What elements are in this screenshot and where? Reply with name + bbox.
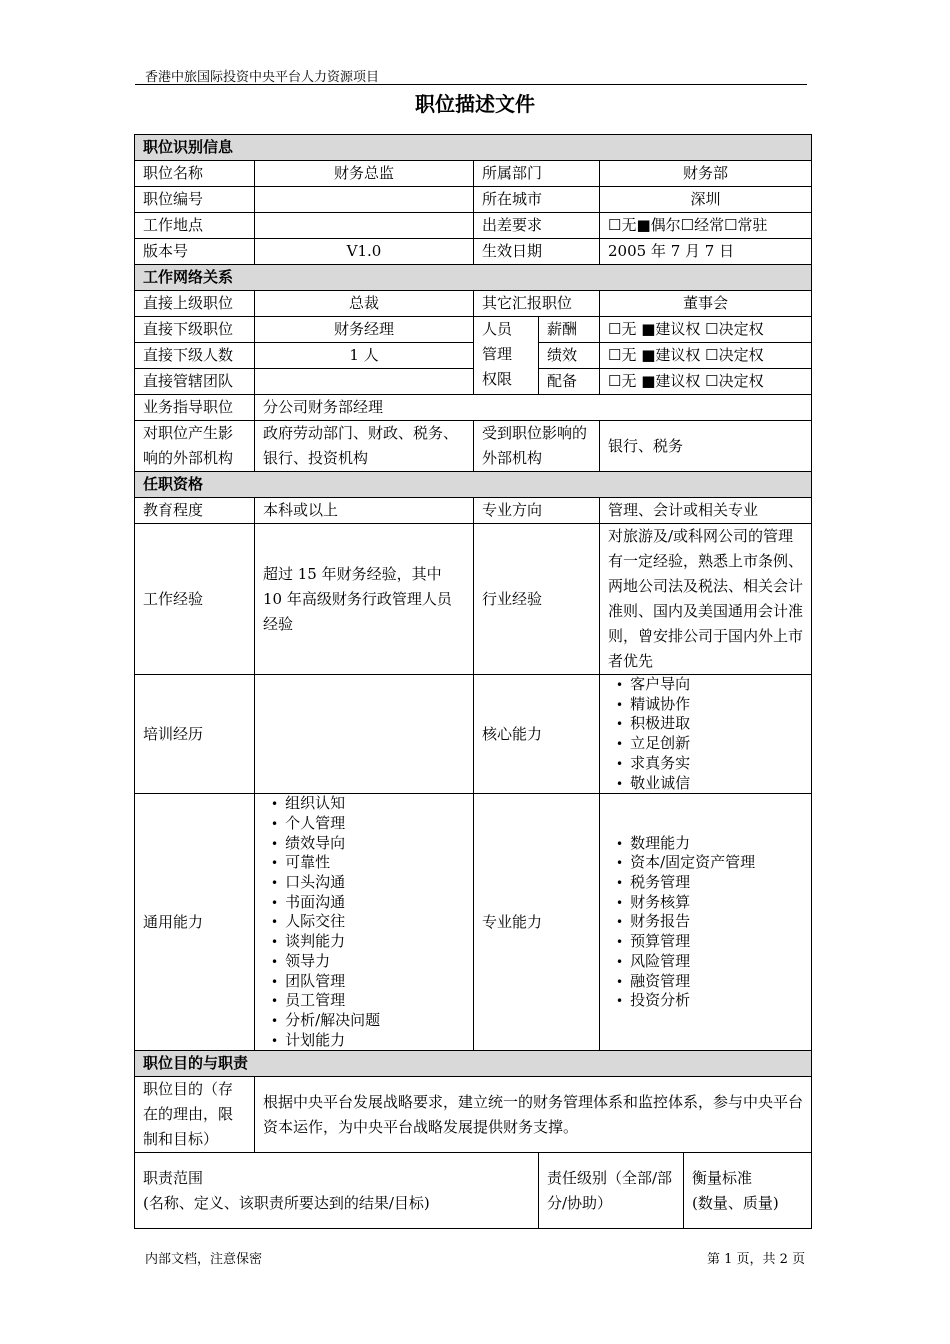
major-label: 专业方向 [474, 498, 600, 524]
section-purpose: 职位目的与职责 [135, 1051, 812, 1077]
edu-label: 教育程度 [135, 498, 255, 524]
staff-value: ☐无 ■建议权 ☐决定权 [600, 369, 812, 395]
training-label: 培训经历 [135, 675, 255, 794]
list-item: • 立足创新 [616, 734, 803, 754]
guide-value: 分公司财务部经理 [255, 395, 812, 421]
effective-value: 2005 年 7 月 7 日 [600, 239, 812, 265]
measure-label: 衡量标准 [692, 1168, 753, 1187]
industry-value: 对旅游及/或科网公司的管理有一定经验，熟悉上市条例、两地公司法及税法、相关会计准则、国内及美国通用会计准则，曾安排公司于国内外上市者优先 [600, 524, 812, 675]
salary-label: 薪酬 [539, 317, 600, 343]
location-label: 工作地点 [135, 213, 255, 239]
pro-label: 专业能力 [474, 794, 600, 1051]
city-value: 深圳 [600, 187, 812, 213]
pro-cell [600, 794, 812, 1051]
purpose-text: 根据中央平台发展战略要求，建立统一的财务管理体系和监控体系，参与中央平台资本运作，为中央平台战略发展提供财务支撑。 [255, 1077, 812, 1153]
authority-label-line: 管理 [482, 345, 513, 363]
exp-label: 工作经验 [135, 524, 255, 675]
list-item: • 求真务实 [616, 754, 803, 774]
guide-label: 业务指导职位 [135, 395, 255, 421]
code-label: 职位编号 [135, 187, 255, 213]
code-value [255, 187, 474, 213]
ext-affected-value: 银行、税务 [600, 421, 812, 472]
list-item: • 税务管理 [616, 873, 803, 893]
location-value [255, 213, 474, 239]
list-item: • 谈判能力 [271, 932, 465, 952]
list-item: • 分析/解决问题 [271, 1011, 465, 1031]
list-item: • 资本/固定资产管理 [616, 853, 803, 873]
list-item: • 口头沟通 [271, 873, 465, 893]
measure-header [684, 1153, 812, 1229]
team-value [255, 369, 474, 395]
other-report-label: 其它汇报职位 [474, 291, 600, 317]
general-list [263, 794, 465, 1050]
position-name-value: 财务总监 [255, 161, 474, 187]
list-item: • 可靠性 [271, 853, 465, 873]
footer-page-number: 第 1 页，共 2 页 [707, 1252, 806, 1267]
edu-value: 本科或以上 [255, 498, 474, 524]
list-item: • 人际交往 [271, 912, 465, 932]
perf-label: 绩效 [539, 343, 600, 369]
position-name-label: 职位名称 [135, 161, 255, 187]
section-network: 工作网络关系 [135, 265, 812, 291]
training-value [255, 675, 474, 794]
pro-list [608, 834, 803, 1011]
authority-label-line: 人员 [482, 320, 513, 338]
authority-label-line: 权限 [482, 370, 513, 388]
dept-label: 所属部门 [474, 161, 600, 187]
list-item: • 敬业诚信 [616, 774, 803, 794]
ext-affect-label: 对职位产生影响的外部机构 [135, 421, 255, 472]
section-identify: 职位识别信息 [135, 135, 812, 161]
list-item: • 团队管理 [271, 972, 465, 992]
document-title: 职位描述文件 [415, 92, 535, 116]
subordinate-value: 财务经理 [255, 317, 474, 343]
core-cell [600, 675, 812, 794]
team-label: 直接管辖团队 [135, 369, 255, 395]
header-divider [135, 84, 807, 85]
ext-affect-value: 政府劳动部门、财政、税务、银行、投资机构 [255, 421, 474, 472]
major-value: 管理、会计或相关专业 [600, 498, 812, 524]
travel-label: 出差要求 [474, 213, 600, 239]
superior-label: 直接上级职位 [135, 291, 255, 317]
perf-value: ☐无 ■建议权 ☐决定权 [600, 343, 812, 369]
section-qualify: 任职资格 [135, 472, 812, 498]
list-item: • 客户导向 [616, 675, 803, 695]
sub-count-value: 1 人 [255, 343, 474, 369]
list-item: • 风险管理 [616, 952, 803, 972]
job-description-table [134, 134, 812, 1229]
sub-count-label: 直接下级人数 [135, 343, 255, 369]
list-item: • 积极进取 [616, 714, 803, 734]
staff-label: 配备 [539, 369, 600, 395]
superior-value: 总裁 [255, 291, 474, 317]
list-item: • 组织认知 [271, 794, 465, 814]
version-value: V1.0 [255, 239, 474, 265]
list-item: • 绩效导向 [271, 834, 465, 854]
list-item: • 投资分析 [616, 991, 803, 1011]
header-project: 香港中旅国际投资中央平台人力资源项目 [145, 70, 380, 85]
effective-label: 生效日期 [474, 239, 600, 265]
scope-header [135, 1153, 539, 1229]
purpose-label: 职位目的（存在的理由，限制和目标） [135, 1077, 255, 1153]
subordinate-label: 直接下级职位 [135, 317, 255, 343]
general-cell [255, 794, 474, 1051]
scope-label: 职责范围 [143, 1168, 204, 1187]
exp-value: 超过 15 年财务经验，其中 10 年高级财务行政管理人员经验 [255, 524, 474, 675]
version-label: 版本号 [135, 239, 255, 265]
general-label: 通用能力 [135, 794, 255, 1051]
travel-value: ☐无■偶尔☐经常☐常驻 [600, 213, 812, 239]
list-item: • 个人管理 [271, 814, 465, 834]
core-label: 核心能力 [474, 675, 600, 794]
list-item: • 财务报告 [616, 912, 803, 932]
measure-sublabel: (数量、质量) [692, 1193, 779, 1212]
list-item: • 财务核算 [616, 893, 803, 913]
other-report-value: 董事会 [600, 291, 812, 317]
salary-value: ☐无 ■建议权 ☐决定权 [600, 317, 812, 343]
footer-confidential: 内部文档，注意保密 [145, 1252, 263, 1267]
core-list [608, 675, 803, 793]
dept-value: 财务部 [600, 161, 812, 187]
authority-label [474, 317, 539, 395]
city-label: 所在城市 [474, 187, 600, 213]
list-item: • 员工管理 [271, 991, 465, 1011]
list-item: • 预算管理 [616, 932, 803, 952]
industry-label: 行业经验 [474, 524, 600, 675]
list-item: • 计划能力 [271, 1031, 465, 1051]
list-item: • 书面沟通 [271, 893, 465, 913]
list-item: • 融资管理 [616, 972, 803, 992]
scope-sublabel: (名称、定义、该职责所要达到的结果/目标) [143, 1193, 430, 1212]
list-item: • 领导力 [271, 952, 465, 972]
list-item: • 数理能力 [616, 834, 803, 854]
ext-affected-label: 受到职位影响的外部机构 [474, 421, 600, 472]
level-header: 责任级别（全部/部分/协助） [539, 1153, 684, 1229]
list-item: • 精诚协作 [616, 695, 803, 715]
